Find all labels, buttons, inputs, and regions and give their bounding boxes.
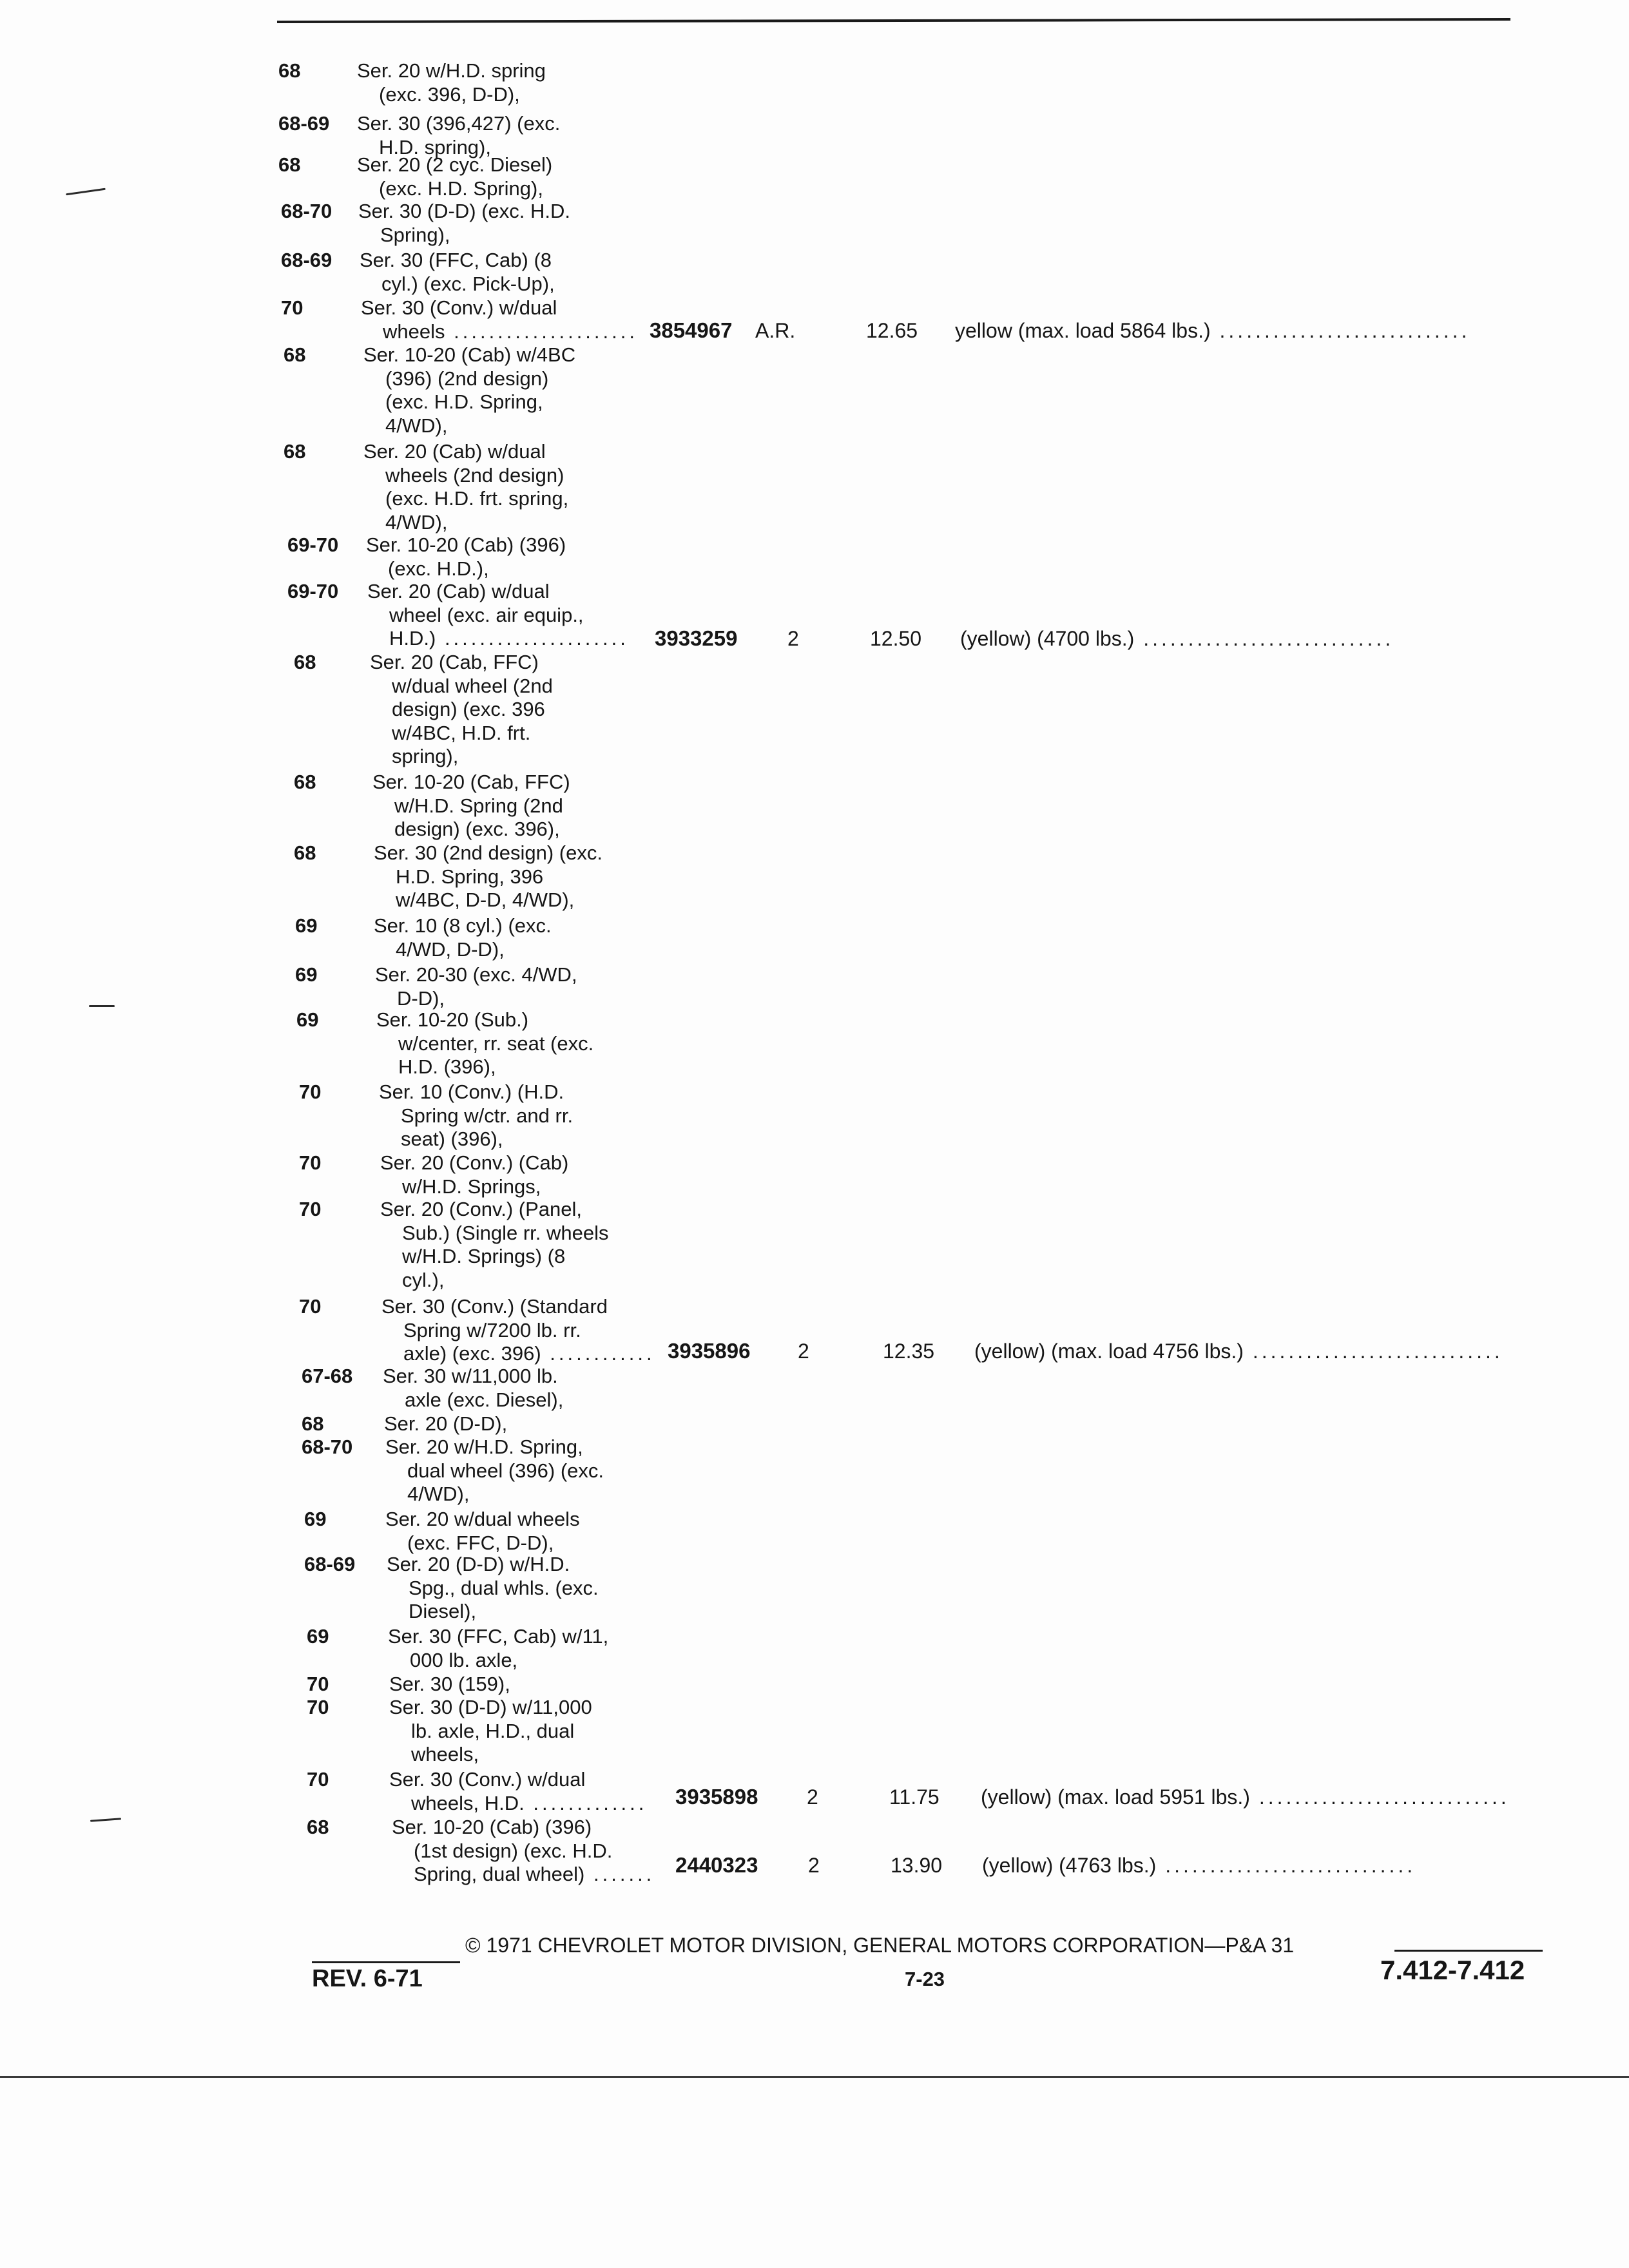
description-line [363, 414, 575, 438]
description-line [385, 1532, 580, 1555]
part-weight: 13.90 [891, 1854, 943, 1877]
description-line [370, 722, 553, 745]
description-line [380, 1245, 608, 1269]
entry-years: 68 [307, 1816, 329, 1838]
description-text: (exc. H.D. frt. spring, [385, 487, 569, 510]
description-text: Sub.) (Single rr. wheels [402, 1221, 609, 1244]
description-text: Ser. 30 (159), [389, 1673, 510, 1695]
description-text: cyl.), [402, 1268, 445, 1291]
description-text: 000 lb. axle, [410, 1648, 518, 1671]
entry-years: 68 [294, 771, 316, 793]
description-text: Ser. 20 (D-D), [384, 1412, 508, 1435]
entry-description [388, 1625, 608, 1672]
description-text: w/H.D. Springs) (8 [402, 1245, 566, 1268]
description-line [383, 1365, 563, 1389]
part-number: 3935896 [668, 1339, 751, 1363]
description-text: Ser. 10 (8 cyl.) (exc. [374, 914, 552, 937]
description-line [367, 627, 629, 651]
description-text: (exc. 396, D-D), [379, 82, 520, 106]
description-line [380, 1198, 608, 1222]
entry-description [380, 1151, 568, 1198]
footer-rule-right [1394, 1950, 1543, 1952]
description-text: Ser. 30 (D-D) (exc. H.D. [358, 200, 570, 222]
section-number: 7.412-7.412 [1380, 1955, 1525, 1985]
description-line [370, 745, 553, 769]
description-text: Ser. 30 (D-D) w/11,000 [389, 1696, 592, 1718]
description-line [370, 675, 553, 698]
description-line [375, 963, 577, 987]
description-text: 4/WD), [407, 1483, 470, 1506]
description-text: lb. axle, H.D., dual [411, 1719, 575, 1742]
description-text: Ser. 20 (D-D) w/H.D. [387, 1553, 570, 1575]
description-line [381, 1295, 655, 1319]
description-text: cyl.) (exc. Pick-Up), [381, 272, 555, 295]
description-text: Ser. 30 (Conv.) w/dual [389, 1768, 586, 1791]
description-text: axle (exc. Diesel), [405, 1388, 564, 1411]
description-line [389, 1792, 647, 1816]
entry-years: 68-69 [278, 112, 330, 135]
entry-years: 68-69 [304, 1553, 356, 1575]
leader-dots: ..................... [436, 627, 629, 650]
description-line [392, 1840, 655, 1863]
entry-years: 70 [299, 1198, 322, 1220]
part-remark [960, 627, 1394, 651]
part-weight: 12.35 [883, 1340, 935, 1363]
part-remark [955, 319, 1470, 343]
description-line [372, 794, 570, 818]
entry-description [392, 1816, 655, 1887]
description-text: 4/WD), [385, 510, 448, 533]
part-weight: 12.65 [866, 319, 918, 342]
entry-description [389, 1768, 647, 1815]
description-text: spring), [392, 745, 459, 768]
description-line [363, 390, 575, 414]
description-text: w/H.D. Springs, [402, 1175, 541, 1198]
description-line [379, 1104, 573, 1128]
part-quantity: 2 [787, 627, 799, 650]
remark-text: (yellow) (max. load 4756 lbs.) [974, 1340, 1244, 1363]
description-text: design) (exc. 396 [392, 698, 545, 721]
description-text: Spg., dual whls. (exc. [409, 1576, 599, 1599]
description-text: Ser. 30 (Conv.) (Standard [381, 1295, 608, 1318]
description-line [385, 1483, 604, 1506]
leader-dots: ..................... [445, 320, 638, 343]
description-text: Ser. 10-20 (Sub.) [376, 1008, 529, 1031]
description-text: Ser. 30 (FFC, Cab) (8 [360, 249, 552, 271]
description-text: H.D. Spring, 396 [396, 865, 544, 888]
description-line [372, 818, 570, 841]
description-line [357, 112, 560, 136]
description-line [358, 200, 570, 224]
leader-dots: ............................ [1134, 627, 1394, 650]
description-text: Ser. 20 w/dual wheels [385, 1508, 580, 1530]
description-text: (1st design) (exc. H.D. [414, 1839, 613, 1862]
description-text: (exc. H.D.), [388, 557, 489, 580]
description-text: Ser. 10-20 (Cab) w/4BC [363, 343, 576, 366]
description-text: w/dual wheel (2nd [392, 674, 553, 697]
description-text: wheels, H.D. [411, 1791, 525, 1814]
entry-description [376, 1008, 593, 1079]
leader-dots: ....... [584, 1863, 655, 1886]
description-line [384, 1412, 507, 1436]
leader-dots: ............. [524, 1791, 648, 1814]
description-line [385, 1459, 604, 1483]
remark-text: (yellow) (4763 lbs.) [982, 1854, 1157, 1877]
description-line [361, 320, 638, 344]
entry-description [363, 440, 568, 534]
description-text: Ser. 10-20 (Cab, FFC) [372, 771, 570, 793]
description-line [374, 865, 602, 889]
entry-description [389, 1696, 592, 1767]
description-line [387, 1577, 599, 1600]
entry-years: 68 [294, 841, 316, 864]
description-text: 4/WD, D-D), [396, 937, 505, 961]
entry-description [366, 533, 566, 581]
entry-description [384, 1412, 507, 1436]
entry-years: 68 [284, 440, 306, 463]
description-text: Ser. 20-30 (exc. 4/WD, [375, 963, 577, 986]
description-line [387, 1600, 599, 1624]
description-line [367, 580, 629, 604]
description-text: H.D. (396), [398, 1055, 496, 1079]
description-line [358, 224, 570, 247]
description-text: D-D), [397, 986, 445, 1010]
description-text: Ser. 30 w/11,000 lb. [383, 1365, 558, 1387]
entry-years: 68-69 [281, 249, 333, 271]
entry-description [375, 963, 577, 1010]
entry-description [363, 343, 575, 437]
description-line [374, 889, 602, 912]
description-line [381, 1342, 655, 1366]
entry-description [389, 1673, 510, 1696]
entry-description [374, 914, 552, 961]
description-line [357, 153, 552, 177]
description-line [389, 1743, 592, 1767]
entry-years: 68 [278, 59, 301, 82]
description-text: wheels (2nd design) [385, 463, 564, 486]
description-line [379, 1128, 573, 1151]
description-text: Ser. 30 (396,427) (exc. [357, 112, 561, 135]
description-text: Ser. 10 (Conv.) (H.D. [379, 1081, 564, 1103]
description-line [370, 698, 553, 722]
description-text: H.D.) [389, 627, 436, 650]
description-text: Ser. 10-20 (Cab) (396) [392, 1816, 592, 1838]
entry-description [357, 112, 560, 159]
entry-description [358, 200, 570, 247]
entry-description [357, 59, 546, 106]
description-line [375, 987, 577, 1011]
description-line [361, 296, 638, 320]
description-line [363, 343, 575, 367]
description-line [374, 938, 552, 962]
scan-mark [90, 1818, 121, 1821]
leader-dots: ............................ [1156, 1854, 1416, 1877]
entry-description [380, 1198, 608, 1292]
entry-years: 70 [299, 1151, 322, 1174]
description-line [372, 771, 570, 794]
description-text: Diesel), [409, 1600, 477, 1623]
description-line [363, 440, 568, 464]
bottom-rule [0, 2076, 1629, 2078]
description-line [388, 1625, 608, 1649]
description-line [388, 1649, 608, 1673]
part-remark [974, 1340, 1503, 1363]
entry-years: 68 [284, 343, 306, 366]
part-remark [982, 1854, 1416, 1878]
description-text: design) (exc. 396), [394, 818, 560, 841]
entry-description [383, 1365, 563, 1412]
revision-label: REV. 6-71 [312, 1965, 423, 1992]
description-line [376, 1008, 593, 1032]
entry-years: 68 [278, 153, 301, 176]
description-text: Ser. 20 (2 cyc. Diesel) [357, 153, 553, 176]
description-text: (exc. H.D. Spring), [379, 177, 543, 200]
description-line [385, 1508, 580, 1532]
part-quantity: 2 [808, 1854, 820, 1877]
description-text: Ser. 20 (Conv.) (Cab) [380, 1151, 569, 1174]
description-text: Ser. 20 (Cab, FFC) [370, 651, 539, 673]
entry-years: 70 [307, 1768, 329, 1791]
entry-years: 68-70 [281, 200, 333, 222]
entry-years: 70 [307, 1696, 329, 1718]
description-line [392, 1863, 655, 1887]
part-weight: 12.50 [870, 627, 922, 650]
description-line [392, 1816, 655, 1840]
entry-years: 68-70 [302, 1436, 353, 1458]
entry-description [367, 580, 629, 651]
entry-years: 69-70 [287, 533, 339, 556]
description-line [389, 1720, 592, 1744]
part-quantity: 2 [807, 1785, 818, 1809]
description-line [363, 511, 568, 535]
description-line [376, 1055, 593, 1079]
description-text: (exc. FFC, D-D), [407, 1531, 554, 1554]
description-text: Ser. 20 (Cab) w/dual [367, 580, 550, 602]
description-text: Ser. 20 w/H.D. spring [357, 59, 546, 82]
description-line [370, 651, 553, 675]
copyright-text: © 1971 CHEVROLET MOTOR DIVISION, GENERAL MOTORS CORPORATION—P&A 31 [465, 1934, 1295, 1957]
description-line [363, 487, 568, 511]
description-text: axle) (exc. 396) [403, 1342, 541, 1365]
footer-rule-left [312, 1961, 460, 1963]
top-rule [277, 18, 1510, 23]
entry-years: 67-68 [302, 1365, 353, 1387]
description-text: w/H.D. Spring (2nd [394, 794, 563, 817]
entry-description [379, 1081, 573, 1151]
entry-years: 70 [299, 1081, 322, 1103]
description-text: wheels, [411, 1743, 479, 1766]
entry-description [360, 249, 555, 296]
copyright-line [465, 1934, 1294, 1957]
description-text: w/center, rr. seat (exc. [398, 1032, 594, 1055]
leader-dots: ............ [541, 1342, 655, 1365]
description-line [381, 1319, 655, 1343]
description-line [385, 1436, 604, 1459]
entry-years: 68 [302, 1412, 324, 1435]
description-line [389, 1673, 510, 1696]
description-line [380, 1269, 608, 1293]
part-weight: 11.75 [889, 1785, 940, 1809]
description-text: wheel (exc. air equip., [389, 603, 584, 626]
description-line [363, 367, 575, 391]
entry-description [372, 771, 570, 841]
description-line [380, 1151, 568, 1175]
entry-years: 70 [281, 296, 304, 319]
description-text: 4/WD), [385, 414, 448, 437]
part-remark [981, 1785, 1510, 1809]
entry-description [385, 1436, 604, 1506]
scan-mark [89, 1005, 115, 1007]
description-line [357, 83, 546, 107]
part-number: 2440323 [675, 1853, 758, 1877]
entry-description [370, 651, 553, 769]
description-text: Spring w/7200 lb. rr. [403, 1318, 581, 1341]
description-line [366, 557, 566, 581]
entry-years: 69 [307, 1625, 329, 1648]
description-text: Ser. 10-20 (Cab) (396) [366, 533, 566, 556]
description-line [389, 1696, 592, 1720]
entry-years: 69 [295, 963, 318, 986]
description-text: w/4BC, D-D, 4/WD), [396, 889, 575, 912]
description-line [360, 249, 555, 273]
entry-years: 69 [295, 914, 318, 937]
description-text: wheels [383, 320, 445, 343]
entry-years: 69 [296, 1008, 319, 1031]
description-text: Ser. 20 w/H.D. Spring, [385, 1436, 583, 1458]
entry-years: 69-70 [287, 580, 339, 602]
remark-text: yellow (max. load 5864 lbs.) [955, 319, 1211, 342]
part-quantity: A.R. [755, 319, 796, 342]
description-line [357, 59, 546, 83]
part-number: 3854967 [650, 318, 733, 342]
description-line [389, 1768, 647, 1792]
description-text: Ser. 20 (Conv.) (Panel, [380, 1198, 583, 1220]
description-line [360, 273, 555, 296]
page-number: 7-23 [905, 1968, 945, 1990]
description-text: Ser. 30 (2nd design) (exc. [374, 841, 602, 864]
description-line [379, 1081, 573, 1104]
entry-description [357, 153, 552, 200]
part-number: 3933259 [655, 626, 738, 650]
part-quantity: 2 [798, 1340, 809, 1363]
entry-description [361, 296, 638, 343]
scan-mark [66, 188, 106, 196]
leader-dots: ............................ [1249, 1785, 1510, 1809]
entry-description [381, 1295, 655, 1366]
description-text: Ser. 20 (Cab) w/dual [363, 440, 546, 463]
remark-text: (yellow) (4700 lbs.) [960, 627, 1135, 650]
description-text: Spring, dual wheel) [414, 1863, 585, 1886]
entry-years: 70 [307, 1673, 329, 1695]
description-text: seat) (396), [401, 1128, 503, 1151]
entry-description [385, 1508, 580, 1555]
leader-dots: ............................ [1210, 319, 1470, 342]
description-text: w/4BC, H.D. frt. [392, 721, 531, 744]
description-text: dual wheel (396) (exc. [407, 1459, 604, 1482]
description-line [367, 604, 629, 628]
description-line [383, 1389, 563, 1412]
remark-text: (yellow) (max. load 5951 lbs.) [981, 1785, 1250, 1809]
description-line [366, 533, 566, 557]
description-line [363, 464, 568, 488]
description-text: H.D. spring), [379, 135, 491, 159]
description-line [380, 1222, 608, 1245]
description-text: (exc. H.D. Spring, [385, 390, 543, 414]
part-number: 3935898 [675, 1785, 758, 1809]
description-text: Ser. 30 (FFC, Cab) w/11, [388, 1625, 609, 1648]
description-line [374, 841, 602, 865]
description-line [387, 1553, 599, 1577]
entry-years: 70 [299, 1295, 322, 1318]
entry-years: 68 [294, 651, 316, 673]
description-line [376, 1032, 593, 1056]
description-text: Ser. 30 (Conv.) w/dual [361, 296, 557, 319]
entry-description [374, 841, 602, 912]
description-line [380, 1175, 568, 1199]
description-text: (396) (2nd design) [385, 367, 549, 390]
entry-years: 69 [304, 1508, 327, 1530]
description-line [357, 177, 552, 201]
description-text: Spring), [380, 223, 450, 246]
leader-dots: ............................ [1243, 1340, 1503, 1363]
description-line [374, 914, 552, 938]
description-text: Spring w/ctr. and rr. [401, 1104, 574, 1127]
entry-description [387, 1553, 599, 1624]
